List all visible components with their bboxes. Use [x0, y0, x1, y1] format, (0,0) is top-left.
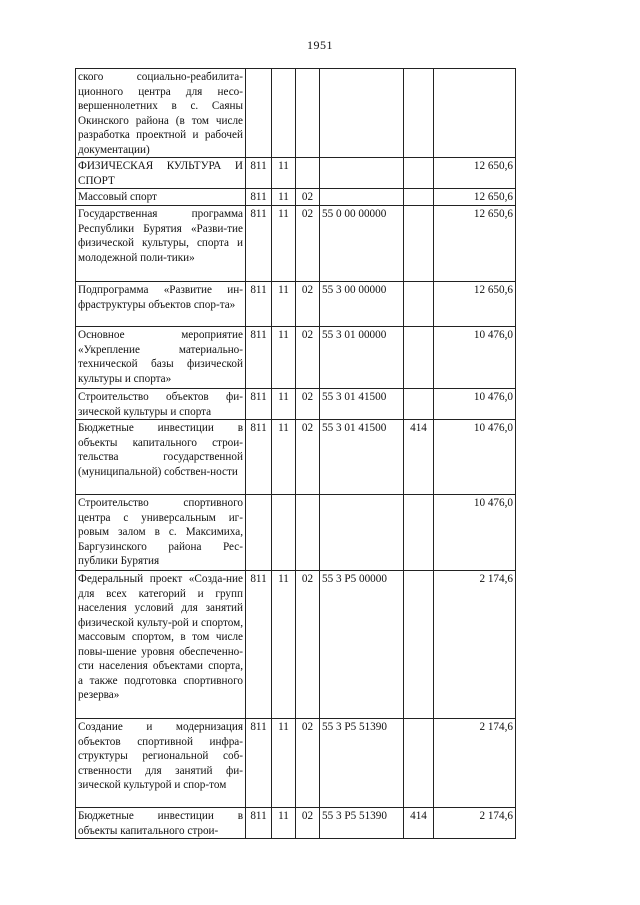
row-vr: 414: [404, 808, 434, 839]
table-row: [76, 327, 516, 389]
table-row: [76, 389, 516, 420]
row-pr: 02: [296, 206, 320, 282]
row-ved: 811: [246, 571, 272, 719]
row-vr: [404, 206, 434, 282]
row-pr: 02: [296, 808, 320, 839]
row-vr: 414: [404, 420, 434, 495]
row-pr: 02: [296, 282, 320, 327]
row-csr: 55 0 00 00000: [320, 206, 404, 282]
row-pr: 02: [296, 389, 320, 420]
row-ved: 811: [246, 719, 272, 808]
table-row: [76, 189, 516, 206]
row-rz: 11: [272, 189, 296, 206]
row-sum: 12 650,6: [434, 206, 516, 282]
row-sum: 2 174,6: [434, 719, 516, 808]
row-sum: 10 476,0: [434, 495, 516, 571]
row-rz: 11: [272, 206, 296, 282]
row-rz: 11: [272, 808, 296, 839]
row-name: Федеральный проект «Созда-ние для всех категорий и групп населения условий для занятий физической культу-рой и спортом, массовым спортом, в том числе повы-шение уровня обеспеченно-сти населения объектами спорта, а также подготовка спортивного резерва»: [76, 571, 246, 719]
row-rz: [272, 495, 296, 571]
row-name: Бюджетные инвестиции в объекты капитального строи-тельства государственной (муниципальной) собствен-ности: [76, 420, 246, 495]
row-name: ского социально-реабилита-ционного центра для несо-вершеннолетних в с. Саяны Окинского района (в том числе разработка проектной и рабочей документации): [76, 69, 246, 158]
row-rz: 11: [272, 571, 296, 719]
row-rz: 11: [272, 420, 296, 495]
row-rz: 11: [272, 719, 296, 808]
table-row: [76, 495, 516, 571]
row-pr: 02: [296, 571, 320, 719]
row-sum: 12 650,6: [434, 158, 516, 189]
row-ved: 811: [246, 808, 272, 839]
row-name: Массовый спорт: [76, 189, 246, 206]
row-vr: [404, 189, 434, 206]
table-row: [76, 571, 516, 719]
row-ved: [246, 495, 272, 571]
table-row: [76, 69, 516, 158]
row-ved: 811: [246, 420, 272, 495]
row-name: Основное мероприятие «Укрепление материально-технической базы физической культуры и спорта»: [76, 327, 246, 389]
row-csr: 55 3 P5 00000: [320, 571, 404, 719]
row-ved: 811: [246, 158, 272, 189]
row-vr: [404, 571, 434, 719]
row-name: Строительство спортивного центра с универсальным иг-ровым залом в с. Максимиха, Баргузинского района Рес-публики Бурятия: [76, 495, 246, 571]
row-pr: [296, 495, 320, 571]
row-ved: 811: [246, 282, 272, 327]
row-vr: [404, 158, 434, 189]
row-vr: [404, 69, 434, 158]
row-pr: 02: [296, 327, 320, 389]
row-ved: 811: [246, 327, 272, 389]
row-pr: [296, 69, 320, 158]
row-pr: 02: [296, 420, 320, 495]
row-csr: [320, 495, 404, 571]
row-vr: [404, 719, 434, 808]
row-csr: [320, 189, 404, 206]
table-row: [76, 282, 516, 327]
row-rz: 11: [272, 327, 296, 389]
row-sum: 2 174,6: [434, 571, 516, 719]
row-rz: [272, 69, 296, 158]
row-vr: [404, 327, 434, 389]
row-csr: [320, 158, 404, 189]
table-row: [76, 719, 516, 808]
row-name: ФИЗИЧЕСКАЯ КУЛЬТУРА И СПОРТ: [76, 158, 246, 189]
row-csr: 55 3 01 00000: [320, 327, 404, 389]
row-pr: 02: [296, 189, 320, 206]
page-number: 1951: [307, 38, 333, 52]
row-sum: 2 174,6: [434, 808, 516, 839]
row-sum: [434, 69, 516, 158]
row-rz: 11: [272, 158, 296, 189]
row-name: Создание и модернизация объектов спортивной инфра-структуры региональной соб-ственности для занятий фи-зической культурой и спор-том: [76, 719, 246, 808]
table-row: [76, 206, 516, 282]
row-name: Строительство объектов фи-зической культуры и спорта: [76, 389, 246, 420]
row-rz: 11: [272, 389, 296, 420]
row-ved: 811: [246, 206, 272, 282]
budget-table: [75, 68, 516, 839]
row-rz: 11: [272, 282, 296, 327]
row-csr: 55 3 01 41500: [320, 389, 404, 420]
row-sum: 10 476,0: [434, 420, 516, 495]
row-csr: [320, 69, 404, 158]
row-csr: 55 3 P5 51390: [320, 719, 404, 808]
row-sum: 12 650,6: [434, 282, 516, 327]
row-ved: [246, 69, 272, 158]
row-sum: 12 650,6: [434, 189, 516, 206]
row-vr: [404, 495, 434, 571]
row-sum: 10 476,0: [434, 389, 516, 420]
row-csr: 55 3 00 00000: [320, 282, 404, 327]
row-ved: 811: [246, 389, 272, 420]
row-pr: [296, 158, 320, 189]
row-csr: 55 3 P5 51390: [320, 808, 404, 839]
table-row: [76, 158, 516, 189]
row-csr: 55 3 01 41500: [320, 420, 404, 495]
row-sum: 10 476,0: [434, 327, 516, 389]
table-row: [76, 808, 516, 839]
row-pr: 02: [296, 719, 320, 808]
row-ved: 811: [246, 189, 272, 206]
row-name: Бюджетные инвестиции в объекты капитального строи-: [76, 808, 246, 839]
row-vr: [404, 282, 434, 327]
row-name: Государственная программа Республики Бурятия «Разви-тие физической культуры, спорта и молодежной поли-тики»: [76, 206, 246, 282]
budget-table-body: [76, 69, 516, 839]
table-row: [76, 420, 516, 495]
row-vr: [404, 389, 434, 420]
row-name: Подпрограмма «Развитие ин-фраструктуры объектов спор-та»: [76, 282, 246, 327]
